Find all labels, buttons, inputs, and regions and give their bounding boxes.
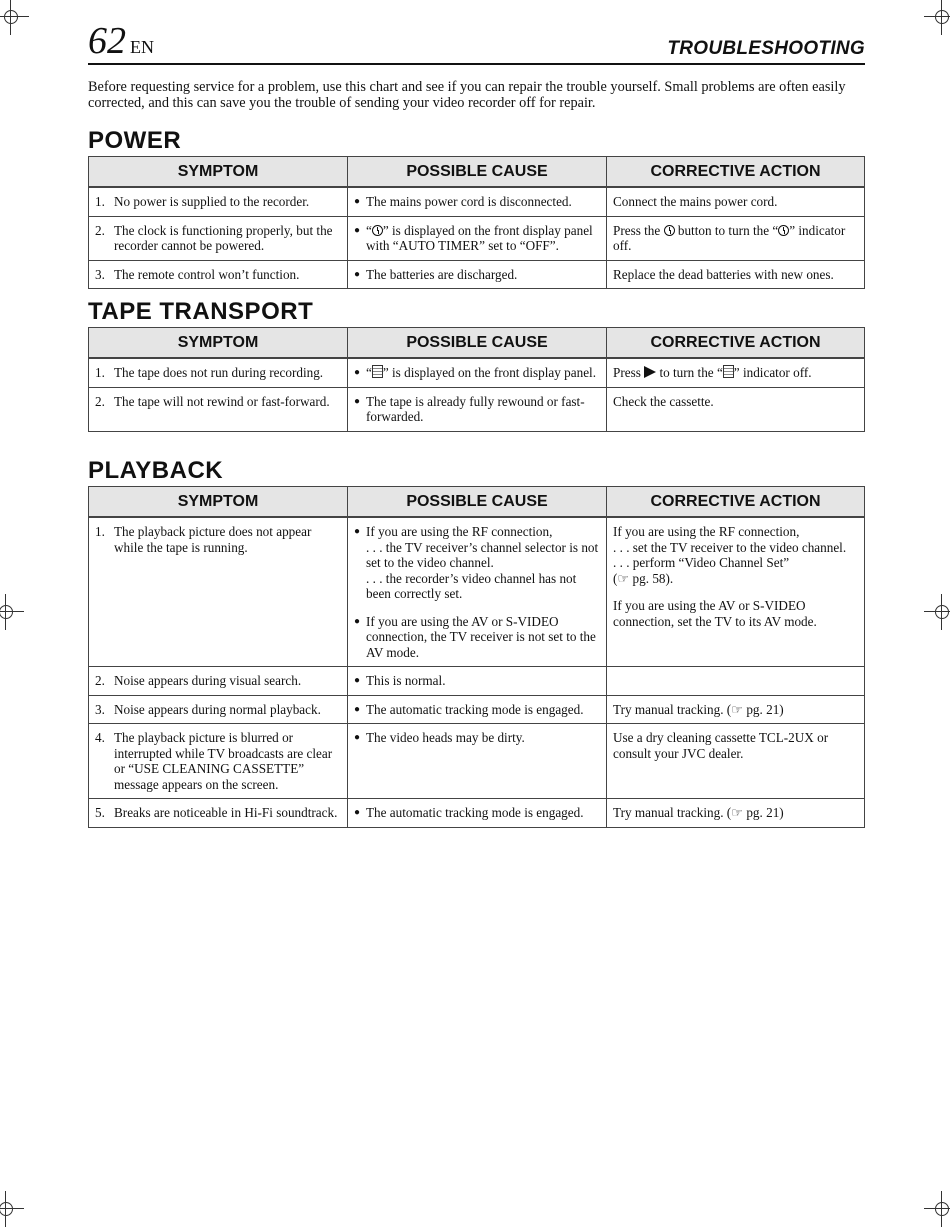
page-number: 62 EN [88,20,154,62]
row-number: 3. [95,701,105,717]
symptom-text: The remote control won’t function. [114,266,300,282]
header-divider [88,63,865,65]
action-text [607,667,865,696]
registration-mark-icon [0,5,23,29]
table-row [89,187,865,216]
bullet-icon: ● [354,395,361,407]
table-row [89,667,865,696]
cause-text: The automatic tracking mode is engaged. [366,701,584,717]
cause-text: If you are using the RF connection, . . . the TV receiver’s channel selector is not set to the video channel. . . . the recorder’s video channel has not been correctly set. [366,524,599,601]
power-table [88,156,865,289]
section-title-power: POWER [88,127,182,154]
col-header-action: CORRECTIVE ACTION [607,487,865,518]
tape-icon [372,365,383,378]
action-text: If you are using the RF connection, . . . set the TV receiver to the video channel. . . . perform “Video Channel Set” (☞ pg. 58). If you are using the AV or S-VIDEO connection, set the TV to its AV mode. [607,517,865,667]
col-header-cause: POSSIBLE CAUSE [348,487,607,518]
action-text: Connect the mains power cord. [607,187,865,216]
row-number: 1. [95,365,105,380]
symptom-text: Noise appears during normal playback. [114,701,321,717]
action-text: Press the button to turn the “ ” indicator off. [607,216,865,260]
row-number: 4. [95,730,105,745]
col-header-symptom: SYMPTOM [89,328,348,359]
action-text: Press to turn the “ ” indicator off. [607,358,865,387]
col-header-action: CORRECTIVE ACTION [607,157,865,188]
table-row [89,387,865,431]
pointing-hand-icon: ☞ [731,805,744,820]
tape-icon [723,365,734,378]
symptom-text: The playback picture does not appear while the tape is running. [114,524,312,555]
symptom-text: No power is supplied to the recorder. [114,194,310,209]
cause-text: The tape is already fully rewound or fast-forwarded. [366,393,585,424]
col-header-symptom: SYMPTOM [89,157,348,188]
table-header-row [89,487,865,518]
cause-text: If you are using the AV or S-VIDEO connection, the TV receiver is not set to the AV mode. [366,613,596,660]
symptom-text: The playback picture is blurred or interrupted while TV broadcasts are clear or “USE CLEANING CASSETTE” message appears on the screen. [114,730,333,792]
symptom-text: Breaks are noticeable in Hi-Fi soundtrack. [114,805,338,820]
cause-text: The mains power cord is disconnected. [366,194,572,209]
symptom-text: The tape will not rewind or fast-forward. [114,393,330,409]
registration-mark-icon [0,1197,18,1221]
row-number: 5. [95,805,105,820]
tape-transport-table [88,327,865,432]
bullet-icon: ● [354,615,361,627]
registration-mark-icon [930,5,950,29]
registration-mark-icon [930,600,950,624]
table-header-row [89,157,865,188]
action-text: Try manual tracking. (☞ pg. 21) [607,695,865,724]
table-row [89,216,865,260]
section-title-tape-transport: TAPE TRANSPORT [88,298,314,325]
registration-mark-icon [0,600,18,624]
col-header-symptom: SYMPTOM [89,487,348,518]
section-title-playback: PLAYBACK [88,457,224,484]
bullet-icon: ● [354,703,361,715]
action-text: Try manual tracking. (☞ pg. 21) [607,799,865,828]
timer-clock-icon [372,225,383,236]
cause-text: This is normal. [366,673,446,688]
cause-text: The batteries are discharged. [366,266,518,282]
row-number: 2. [95,393,105,409]
row-number: 2. [95,673,105,688]
bullet-icon: ● [354,268,361,280]
timer-clock-icon [778,225,789,236]
page-title: TROUBLESHOOTING [667,38,865,59]
cause-text: The automatic tracking mode is engaged. [366,805,584,820]
row-number: 2. [95,222,105,238]
cause-text: “ ” is displayed on the front display panel with “AUTO TIMER” set to “OFF”. [366,222,593,253]
table-row [89,517,865,667]
table-header-row [89,328,865,359]
table-row [89,724,865,799]
row-number: 1. [95,524,105,539]
col-header-action: CORRECTIVE ACTION [607,328,865,359]
cause-text: “ ” is displayed on the front display panel. [366,365,597,380]
registration-mark-icon [930,1197,950,1221]
cause-text: The video heads may be dirty. [366,730,525,745]
bullet-icon: ● [354,196,361,207]
bullet-icon: ● [354,732,361,743]
bullet-icon: ● [354,526,361,537]
language-code: EN [130,37,154,57]
bullet-icon: ● [354,367,361,378]
symptom-text: The tape does not run during recording. [114,365,324,380]
bullet-icon: ● [354,224,361,236]
table-row [89,358,865,387]
playback-table [88,486,865,828]
bullet-icon: ● [354,807,361,818]
action-text: Replace the dead batteries with new ones. [607,260,865,289]
timer-clock-icon [664,225,675,236]
row-number: 1. [95,194,105,209]
table-row [89,695,865,724]
intro-paragraph: Before requesting service for a problem, use this chart and see if you can repair the trouble yourself. Small problems are often easily corrected, and this can save you the trouble of sending your video recorder off for repair. [88,79,846,111]
action-text: Use a dry cleaning cassette TCL-2UX or consult your JVC dealer. [607,724,865,799]
symptom-text: Noise appears during visual search. [114,673,302,688]
pointing-hand-icon: ☞ [617,570,630,586]
symptom-text: The clock is functioning properly, but the recorder cannot be powered. [114,222,333,253]
play-icon [644,366,656,378]
pointing-hand-icon: ☞ [731,701,744,717]
col-header-cause: POSSIBLE CAUSE [348,328,607,359]
col-header-cause: POSSIBLE CAUSE [348,157,607,188]
table-row [89,260,865,289]
bullet-icon: ● [354,675,361,686]
action-text: Check the cassette. [607,387,865,431]
table-row [89,799,865,828]
row-number: 3. [95,266,105,282]
